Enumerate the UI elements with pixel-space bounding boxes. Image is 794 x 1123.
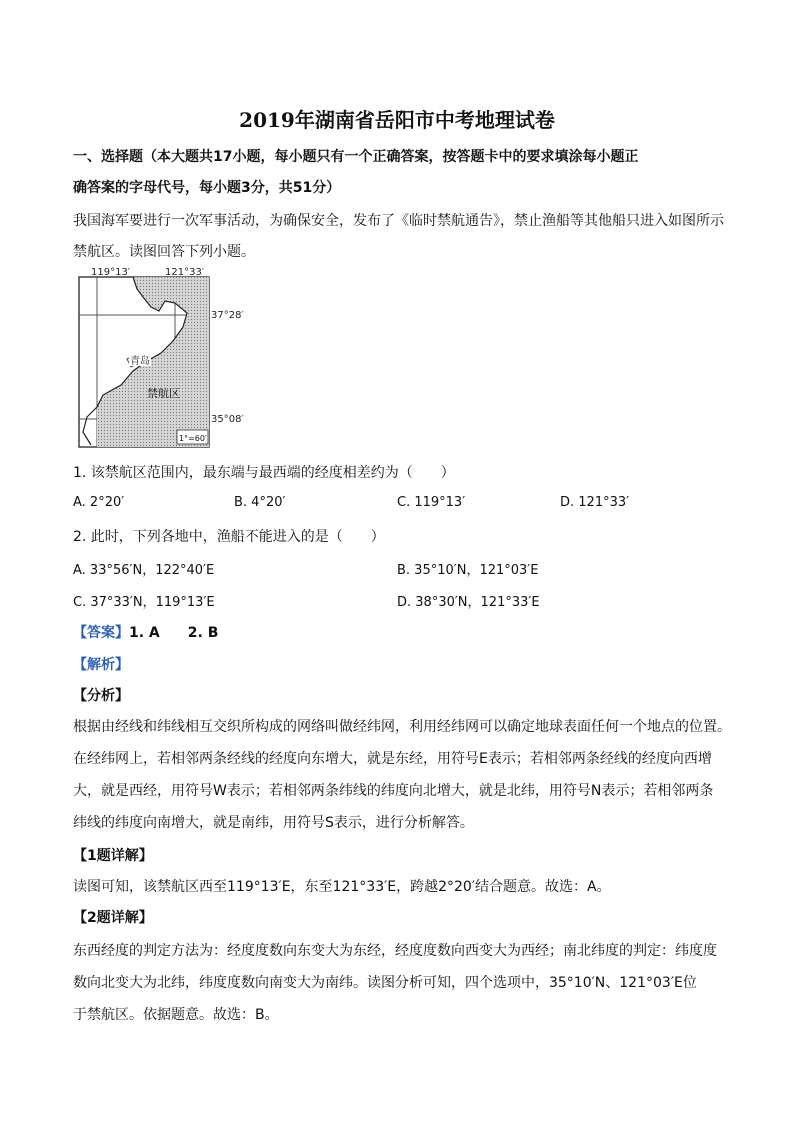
lon-label-left: 119°13′ xyxy=(91,267,131,278)
q1-option-b: B. 4°20′ xyxy=(234,495,286,510)
analysis-line2: 在经纬网上，若相邻两条经线的经度向东增大，就是东经，用符号E表示；若相邻两条经线的经度向西增 xyxy=(73,751,712,767)
lon-label-right: 121°33′ xyxy=(165,267,205,278)
answer-row xyxy=(73,622,218,642)
intro-line1: 我国海军要进行一次军事活动，为确保安全，发布了《临时禁航通告》，禁止渔船等其他船只进入如图所示 xyxy=(73,213,724,229)
lat-label-top: 37°28′ xyxy=(211,310,244,321)
intro-line2: 禁航区。读图回答下列小题。 xyxy=(73,244,255,260)
lat-label-bottom: 35°08′ xyxy=(211,414,244,425)
q2-option-d: D. 38°30′N，121°33′E xyxy=(397,595,540,610)
section-heading-line1: 一、选择题（本大题共17小题，每小题只有一个正确答案，按答题卡中的要求填涂每小题正 xyxy=(73,149,639,165)
zone-label: 禁航区 xyxy=(147,387,180,400)
page-title: 2019年湖南省岳阳市中考地理试卷 xyxy=(239,108,555,132)
detail2-line3: 于禁航区。依据题意。故选：B。 xyxy=(73,1007,279,1023)
q2-option-c: C. 37°33′N，119°13′E xyxy=(73,595,215,610)
q1-option-a: A. 2°20′ xyxy=(73,495,125,510)
map-svg xyxy=(73,267,253,452)
q2-stem: 2. 此时，下列各地中，渔船不能进入的是（ ） xyxy=(73,529,385,545)
q2-option-a: A. 33°56′N，122°40′E xyxy=(73,563,215,578)
analysis-line4: 纬线的纬度向南增大，就是南纬，用符号S表示，进行分析解答。 xyxy=(73,815,474,831)
detail1-heading: 【1题详解】 xyxy=(73,848,153,864)
jiexi-heading: 【解析】 xyxy=(73,657,129,673)
analysis-line1: 根据由经线和纬线相互交织所构成的网络叫做经纬网，利用经纬网可以确定地球表面任何一个地点的位置。 xyxy=(73,719,731,735)
q2-option-b: B. 35°10′N，121°03′E xyxy=(397,563,539,578)
answer-label: 【答案】 xyxy=(73,625,129,641)
q1-option-d: D. 121°33′ xyxy=(560,495,630,510)
no-sail-zone-map xyxy=(73,267,253,456)
scale-label: 1°=60′ xyxy=(179,434,207,443)
section-heading-line2: 确答案的字母代号，每小题3分，共51分） xyxy=(73,180,341,196)
q1-option-c: C. 119°13′ xyxy=(397,495,466,510)
fenxi-heading: 【分析】 xyxy=(73,688,129,704)
detail2-heading: 【2题详解】 xyxy=(73,910,153,926)
city-label: 青岛 xyxy=(130,356,150,367)
answer-text: 1. A 2. B xyxy=(129,625,219,641)
detail2-line2: 数向北变大为北纬，纬度度数向南变大为南纬。读图分析可知，四个选项中，35°10′N、121°03′E位 xyxy=(73,975,697,991)
detail1-text: 读图可知，该禁航区西至119°13′E，东至121°33′E，跨越2°20′结合题意。故选：A。 xyxy=(73,879,611,895)
detail2-line1: 东西经度的判定方法为：经度度数向东变大为东经，经度度数向西变大为西经；南北纬度的判定：纬度度 xyxy=(73,943,717,959)
analysis-line3: 大，就是西经，用符号W表示；若相邻两条纬线的纬度向北增大，就是北纬，用符号N表示；若相邻两条 xyxy=(73,783,714,799)
q1-stem: 1. 该禁航区范围内，最东端与最西端的经度相差约为（ ） xyxy=(73,465,455,481)
